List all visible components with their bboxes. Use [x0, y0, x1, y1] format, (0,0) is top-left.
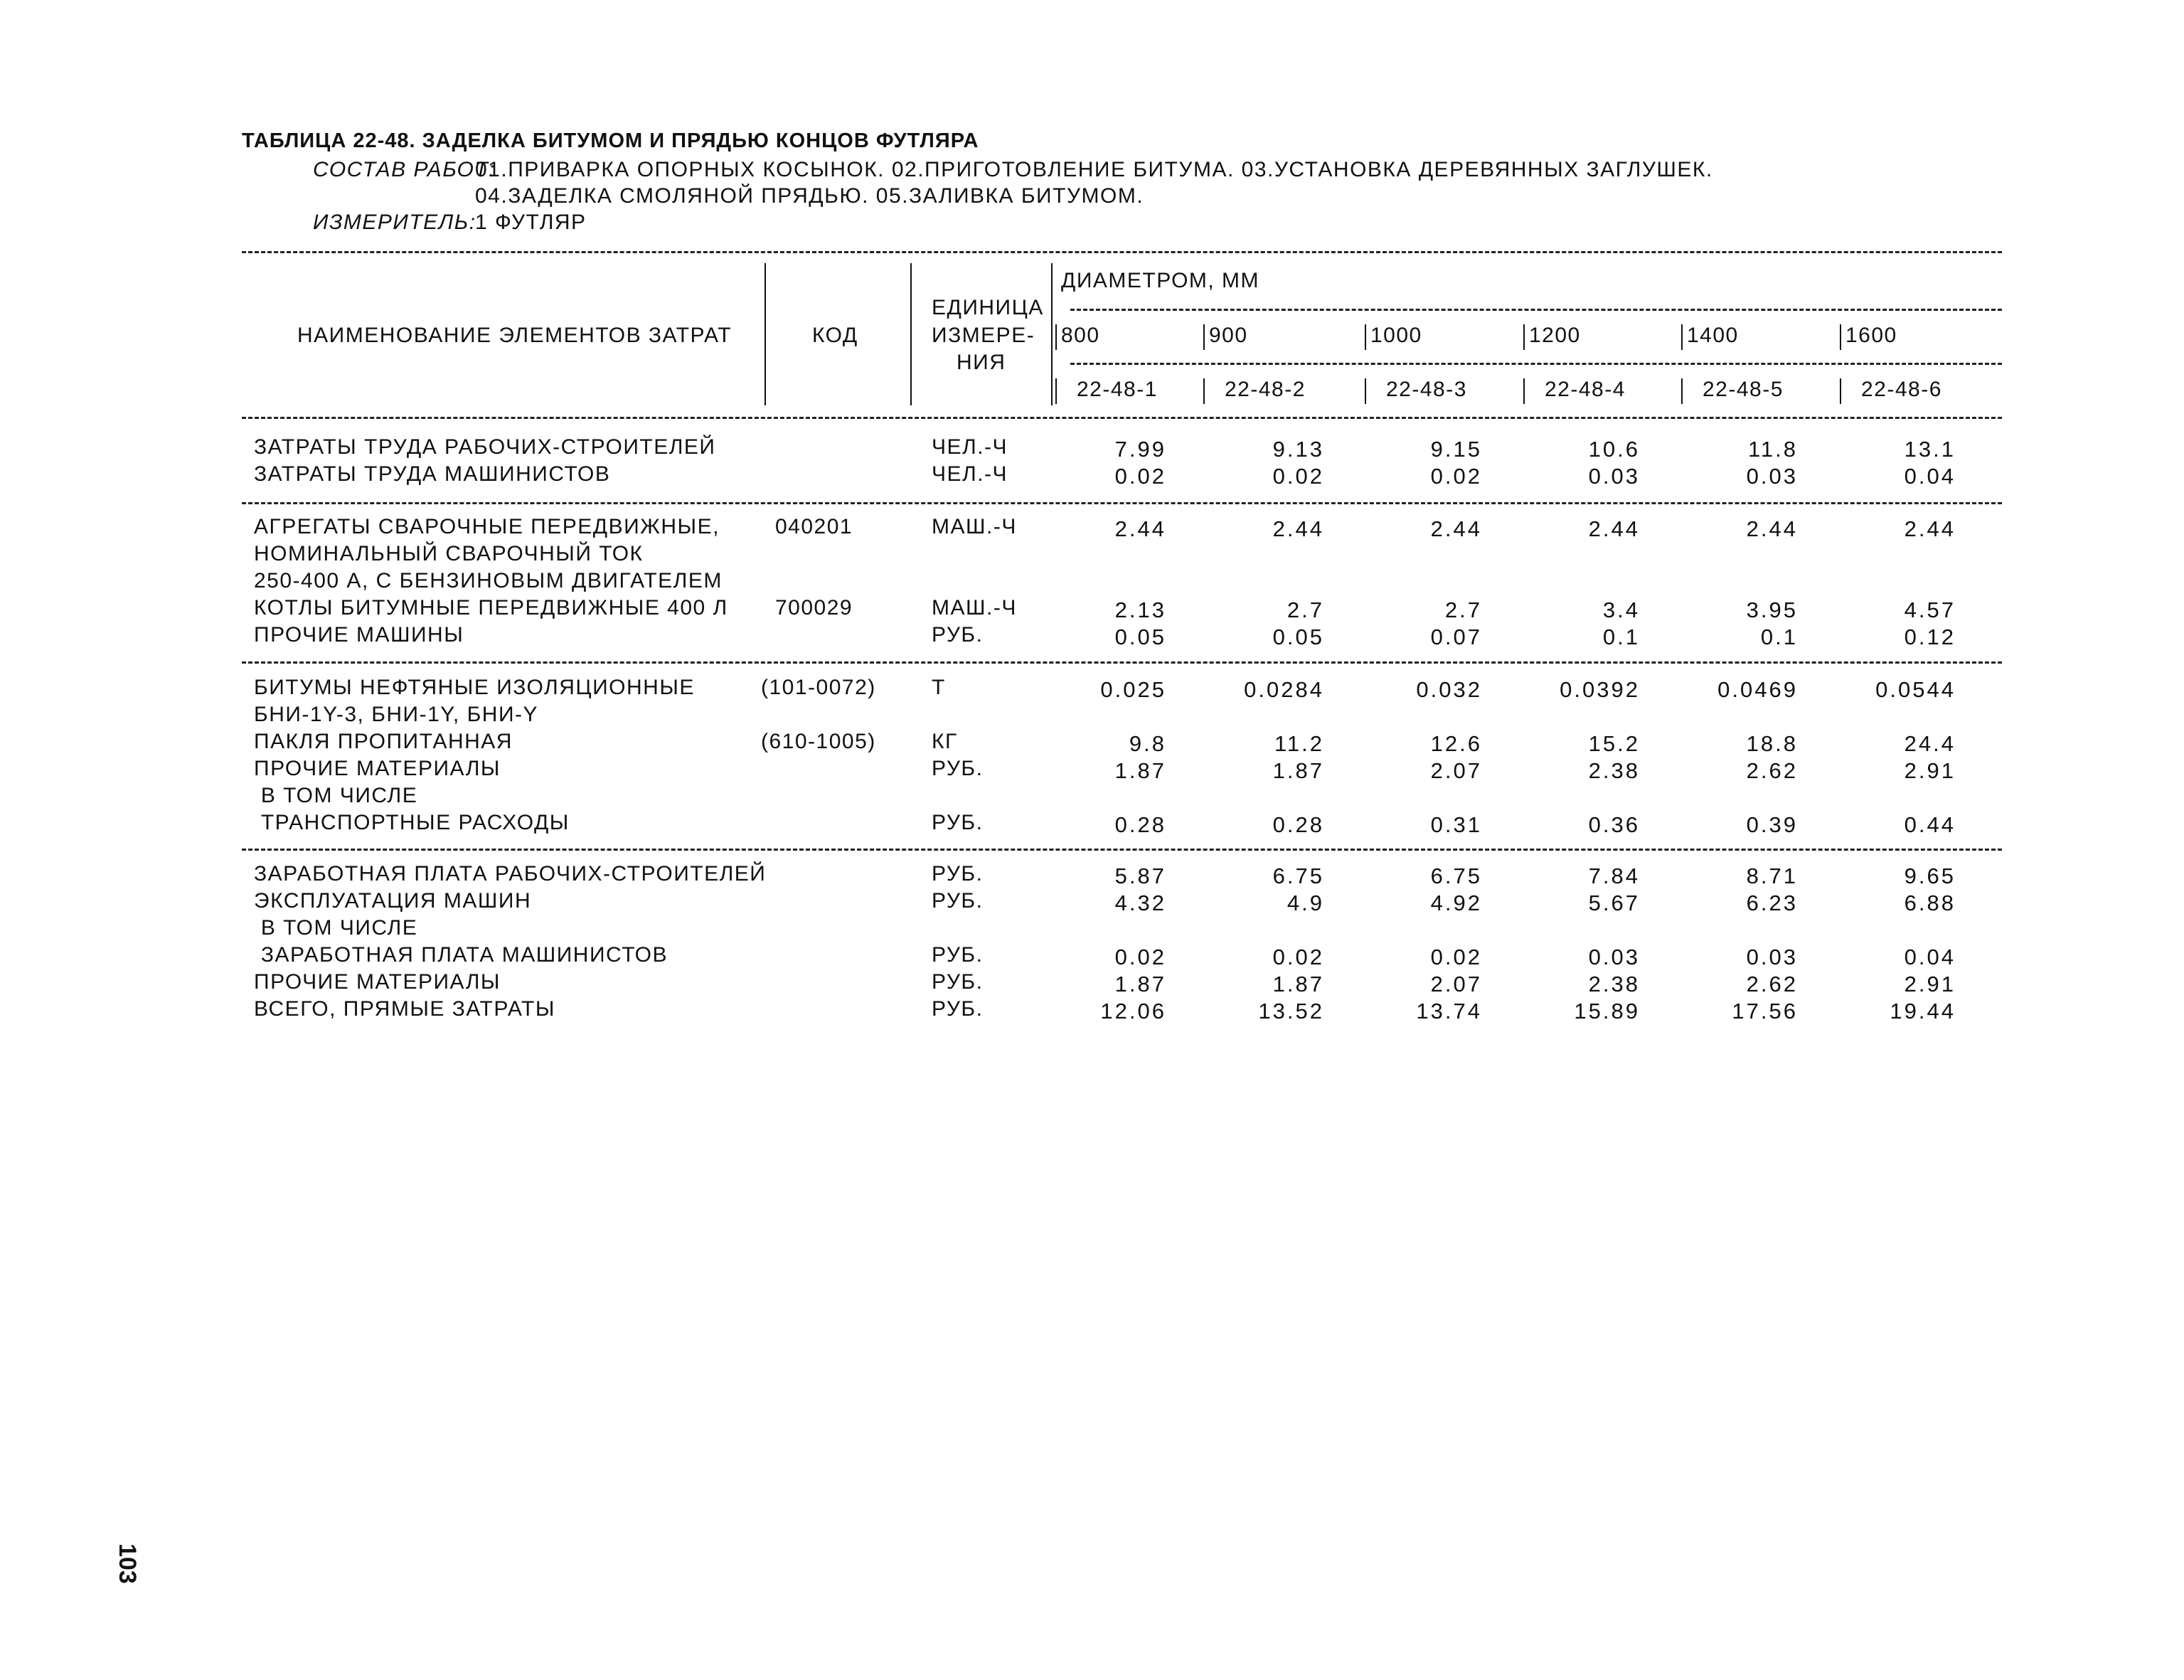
row-value: 0.0284 — [1244, 677, 1324, 702]
composition-line-1: 01.ПРИВАРКА ОПОРНЫХ КОСЫНОК. 02.ПРИГОТОВЛЕНИЕ БИТУМА. 03.УСТАНОВКА ДЕРЕВЯННЫХ ЗАГЛУШЕК. — [475, 158, 1713, 181]
row-value: 2.07 — [1430, 972, 1482, 996]
header-divider-3 — [1051, 263, 1053, 405]
row-value: 2.13 — [1114, 597, 1166, 622]
code-divider — [1523, 378, 1525, 404]
row-value: 5.87 — [1114, 863, 1166, 888]
unit-label: ИЗМЕРИТЕЛЬ: — [313, 211, 476, 234]
row-value: 0.05 — [1272, 624, 1324, 649]
row-value: 6.23 — [1746, 890, 1798, 915]
diameter-value: 1600 — [1845, 324, 1897, 347]
row-value: 3.4 — [1602, 597, 1640, 622]
row-name: ЗАТРАТЫ ТРУДА МАШИНИСТОВ — [254, 462, 611, 486]
row-value: 12.06 — [1100, 999, 1166, 1024]
row-value: 17.56 — [1732, 999, 1798, 1024]
row-unit: МАШ.-Ч — [932, 596, 1017, 620]
row-value: 0.04 — [1904, 464, 1956, 489]
rate-code: 22-48-2 — [1225, 378, 1306, 401]
row-name: ПРОЧИЕ МАТЕРИАЛЫ — [254, 757, 501, 780]
diameter-divider — [1523, 324, 1525, 350]
row-unit: РУБ. — [932, 757, 984, 780]
row-name: НОМИНАЛЬНЫЙ СВАРОЧНЫЙ ТОК — [254, 542, 644, 565]
row-unit: МАШ.-Ч — [932, 515, 1017, 538]
row-name: ЗАТРАТЫ ТРУДА РАБОЧИХ-СТРОИТЕЛЕЙ — [254, 435, 716, 459]
row-value: 2.7 — [1444, 597, 1482, 622]
diameter-divider — [1365, 324, 1366, 350]
code-divider — [1840, 378, 1841, 404]
row-name: КОТЛЫ БИТУМНЫЕ ПЕРЕДВИЖНЫЕ 400 Л — [254, 596, 728, 620]
diameter-divider — [1840, 324, 1841, 350]
row-name: ВСЕГО, ПРЯМЫЕ ЗАТРАТЫ — [254, 997, 555, 1021]
row-name: ПРОЧИЕ МАТЕРИАЛЫ — [254, 970, 501, 994]
row-value: 12.6 — [1430, 731, 1482, 756]
row-value: 0.1 — [1760, 624, 1798, 649]
row-value: 0.28 — [1272, 812, 1324, 837]
row-value: 0.03 — [1588, 464, 1640, 489]
row-value: 2.07 — [1430, 758, 1482, 783]
row-value: 2.44 — [1114, 516, 1166, 541]
row-value: 0.0469 — [1717, 677, 1798, 702]
composition-line-2: 04.ЗАДЕЛКА СМОЛЯНОЙ ПРЯДЬЮ. 05.ЗАЛИВКА БИТУМОМ. — [475, 184, 1144, 208]
row-name: ТРАНСПОРТНЫЕ РАСХОДЫ — [254, 811, 570, 834]
header-unit-1: ЕДИНИЦА — [932, 296, 1044, 319]
diameter-divider — [1681, 324, 1683, 350]
row-unit: РУБ. — [932, 943, 984, 967]
diameter-rule — [1070, 309, 2002, 311]
row-unit: РУБ. — [932, 970, 984, 994]
row-unit: ЧЕЛ.-Ч — [932, 462, 1008, 486]
row-unit: РУБ. — [932, 997, 984, 1021]
section-rule-3 — [242, 849, 2002, 851]
section-rule-1 — [242, 502, 2002, 504]
row-value: 0.02 — [1272, 464, 1324, 489]
row-code: 040201 — [775, 515, 853, 538]
row-value: 0.31 — [1430, 812, 1482, 837]
row-value: 6.75 — [1272, 863, 1324, 888]
row-code: (610-1005) — [761, 730, 876, 753]
row-value: 13.1 — [1904, 437, 1956, 462]
row-value: 0.02 — [1114, 464, 1166, 489]
row-value: 0.02 — [1430, 945, 1482, 969]
rate-code: 22-48-1 — [1077, 378, 1158, 401]
row-value: 0.02 — [1430, 464, 1482, 489]
row-value: 0.03 — [1588, 945, 1640, 969]
rate-code: 22-48-3 — [1386, 378, 1467, 401]
row-value: 15.89 — [1574, 999, 1640, 1024]
composition-label: СОСТАВ РАБОТ: — [313, 158, 496, 181]
row-value: 9.13 — [1272, 437, 1324, 462]
row-name: ПАКЛЯ ПРОПИТАННАЯ — [254, 730, 513, 753]
row-value: 8.71 — [1746, 863, 1798, 888]
row-value: 2.44 — [1272, 516, 1324, 541]
row-value: 0.36 — [1588, 812, 1640, 837]
row-value: 0.0544 — [1875, 677, 1956, 702]
row-value: 13.52 — [1258, 999, 1324, 1024]
row-name: ЗАРАБОТНАЯ ПЛАТА МАШИНИСТОВ — [254, 943, 668, 967]
row-unit: РУБ. — [932, 811, 984, 834]
row-value: 3.95 — [1746, 597, 1798, 622]
diameter-value: 1200 — [1529, 324, 1581, 347]
unit-value: 1 ФУТЛЯР — [475, 211, 587, 234]
row-code: (101-0072) — [761, 676, 876, 699]
row-value: 10.6 — [1588, 437, 1640, 462]
row-name: АГРЕГАТЫ СВАРОЧНЫЕ ПЕРЕДВИЖНЫЕ, — [254, 515, 720, 538]
row-value: 0.1 — [1602, 624, 1640, 649]
row-value: 0.0392 — [1560, 677, 1640, 702]
row-value: 24.4 — [1904, 731, 1956, 756]
row-value: 0.12 — [1904, 624, 1956, 649]
row-unit: РУБ. — [932, 889, 984, 913]
rate-code: 22-48-5 — [1703, 378, 1784, 401]
row-name: 250-400 А, С БЕНЗИНОВЫМ ДВИГАТЕЛЕМ — [254, 569, 723, 592]
row-value: 1.87 — [1114, 972, 1166, 996]
row-value: 9.65 — [1904, 863, 1956, 888]
row-value: 18.8 — [1746, 731, 1798, 756]
header-unit-3: НИЯ — [957, 351, 1006, 374]
row-unit: КГ — [932, 730, 958, 753]
row-value: 0.02 — [1272, 945, 1324, 969]
row-value: 0.032 — [1416, 677, 1482, 702]
row-value: 7.84 — [1588, 863, 1640, 888]
row-value: 2.62 — [1746, 758, 1798, 783]
row-name: БИТУМЫ НЕФТЯНЫЕ ИЗОЛЯЦИОННЫЕ — [254, 676, 695, 699]
row-value: 0.05 — [1114, 624, 1166, 649]
table-title: ТАБЛИЦА 22-48. ЗАДЕЛКА БИТУМОМ И ПРЯДЬЮ КОНЦОВ ФУТЛЯРА — [242, 129, 979, 152]
row-value: 4.57 — [1904, 597, 1956, 622]
row-value: 0.03 — [1746, 945, 1798, 969]
row-value: 13.74 — [1416, 999, 1482, 1024]
diameter-value: 1000 — [1370, 324, 1422, 347]
row-name: ЗАРАБОТНАЯ ПЛАТА РАБОЧИХ-СТРОИТЕЛЕЙ — [254, 862, 767, 886]
page-number: 103 — [114, 1543, 141, 1584]
diameter-value: 800 — [1061, 324, 1100, 347]
table-top-rule — [242, 251, 2002, 253]
row-name: В ТОМ ЧИСЛЕ — [254, 916, 418, 940]
row-value: 0.04 — [1904, 945, 1956, 969]
row-value: 0.02 — [1114, 945, 1166, 969]
diameter-value: 1400 — [1687, 324, 1739, 347]
row-value: 6.88 — [1904, 890, 1956, 915]
rate-code: 22-48-4 — [1545, 378, 1626, 401]
row-value: 11.8 — [1747, 437, 1798, 462]
row-name: ПРОЧИЕ МАШИНЫ — [254, 623, 464, 647]
row-value: 2.44 — [1746, 516, 1798, 541]
codes-rule — [1070, 363, 2002, 365]
row-value: 0.44 — [1904, 812, 1956, 837]
diameter-divider — [1055, 324, 1057, 350]
header-divider-1 — [765, 263, 766, 405]
row-value: 0.39 — [1746, 812, 1798, 837]
row-name: ЭКСПЛУАТАЦИЯ МАШИН — [254, 889, 532, 913]
row-value: 6.75 — [1430, 863, 1482, 888]
header-diameter-label: ДИАМЕТРОМ, ММ — [1061, 269, 1260, 292]
row-value: 1.87 — [1272, 758, 1324, 783]
row-value: 4.32 — [1114, 890, 1166, 915]
row-unit: Т — [932, 676, 946, 699]
row-value: 15.2 — [1588, 731, 1640, 756]
row-value: 2.38 — [1588, 972, 1640, 996]
row-value: 2.38 — [1588, 758, 1640, 783]
row-value: 9.15 — [1430, 437, 1482, 462]
header-name-col: НАИМЕНОВАНИЕ ЭЛЕМЕНТОВ ЗАТРАТ — [297, 324, 733, 347]
row-value: 2.91 — [1904, 972, 1956, 996]
row-code: 700029 — [775, 596, 853, 620]
row-unit: РУБ. — [932, 862, 984, 886]
row-name: БНИ-1Y-3, БНИ-1Y, БНИ-Y — [254, 703, 539, 726]
row-value: 0.28 — [1114, 812, 1166, 837]
row-name: В ТОМ ЧИСЛЕ — [254, 784, 418, 807]
code-divider — [1203, 378, 1205, 404]
code-divider — [1365, 378, 1366, 404]
header-bottom-rule — [242, 417, 2002, 419]
row-value: 2.44 — [1588, 516, 1640, 541]
rate-code: 22-48-6 — [1861, 378, 1942, 401]
header-unit-2: ИЗМЕРЕ- — [932, 324, 1035, 347]
header-code-col: КОД — [812, 324, 858, 347]
row-value: 2.44 — [1430, 516, 1482, 541]
diameter-value: 900 — [1209, 324, 1248, 347]
row-value: 0.07 — [1430, 624, 1482, 649]
section-rule-2 — [242, 661, 2002, 664]
row-unit: РУБ. — [932, 623, 984, 647]
code-divider — [1055, 378, 1057, 404]
row-value: 4.92 — [1430, 890, 1482, 915]
row-value: 19.44 — [1890, 999, 1956, 1024]
row-value: 2.62 — [1746, 972, 1798, 996]
row-value: 9.8 — [1129, 731, 1166, 756]
row-value: 1.87 — [1114, 758, 1166, 783]
code-divider — [1681, 378, 1683, 404]
row-value: 2.7 — [1287, 597, 1324, 622]
row-value: 0.03 — [1746, 464, 1798, 489]
diameter-divider — [1203, 324, 1205, 350]
row-value: 5.67 — [1588, 890, 1640, 915]
row-unit: ЧЕЛ.-Ч — [932, 435, 1008, 459]
row-value: 4.9 — [1287, 890, 1324, 915]
header-divider-2 — [910, 263, 912, 405]
row-value: 2.44 — [1904, 516, 1956, 541]
row-value: 11.2 — [1274, 731, 1324, 756]
row-value: 0.025 — [1100, 677, 1166, 702]
row-value: 2.91 — [1904, 758, 1956, 783]
row-value: 1.87 — [1272, 972, 1324, 996]
row-value: 7.99 — [1114, 437, 1166, 462]
